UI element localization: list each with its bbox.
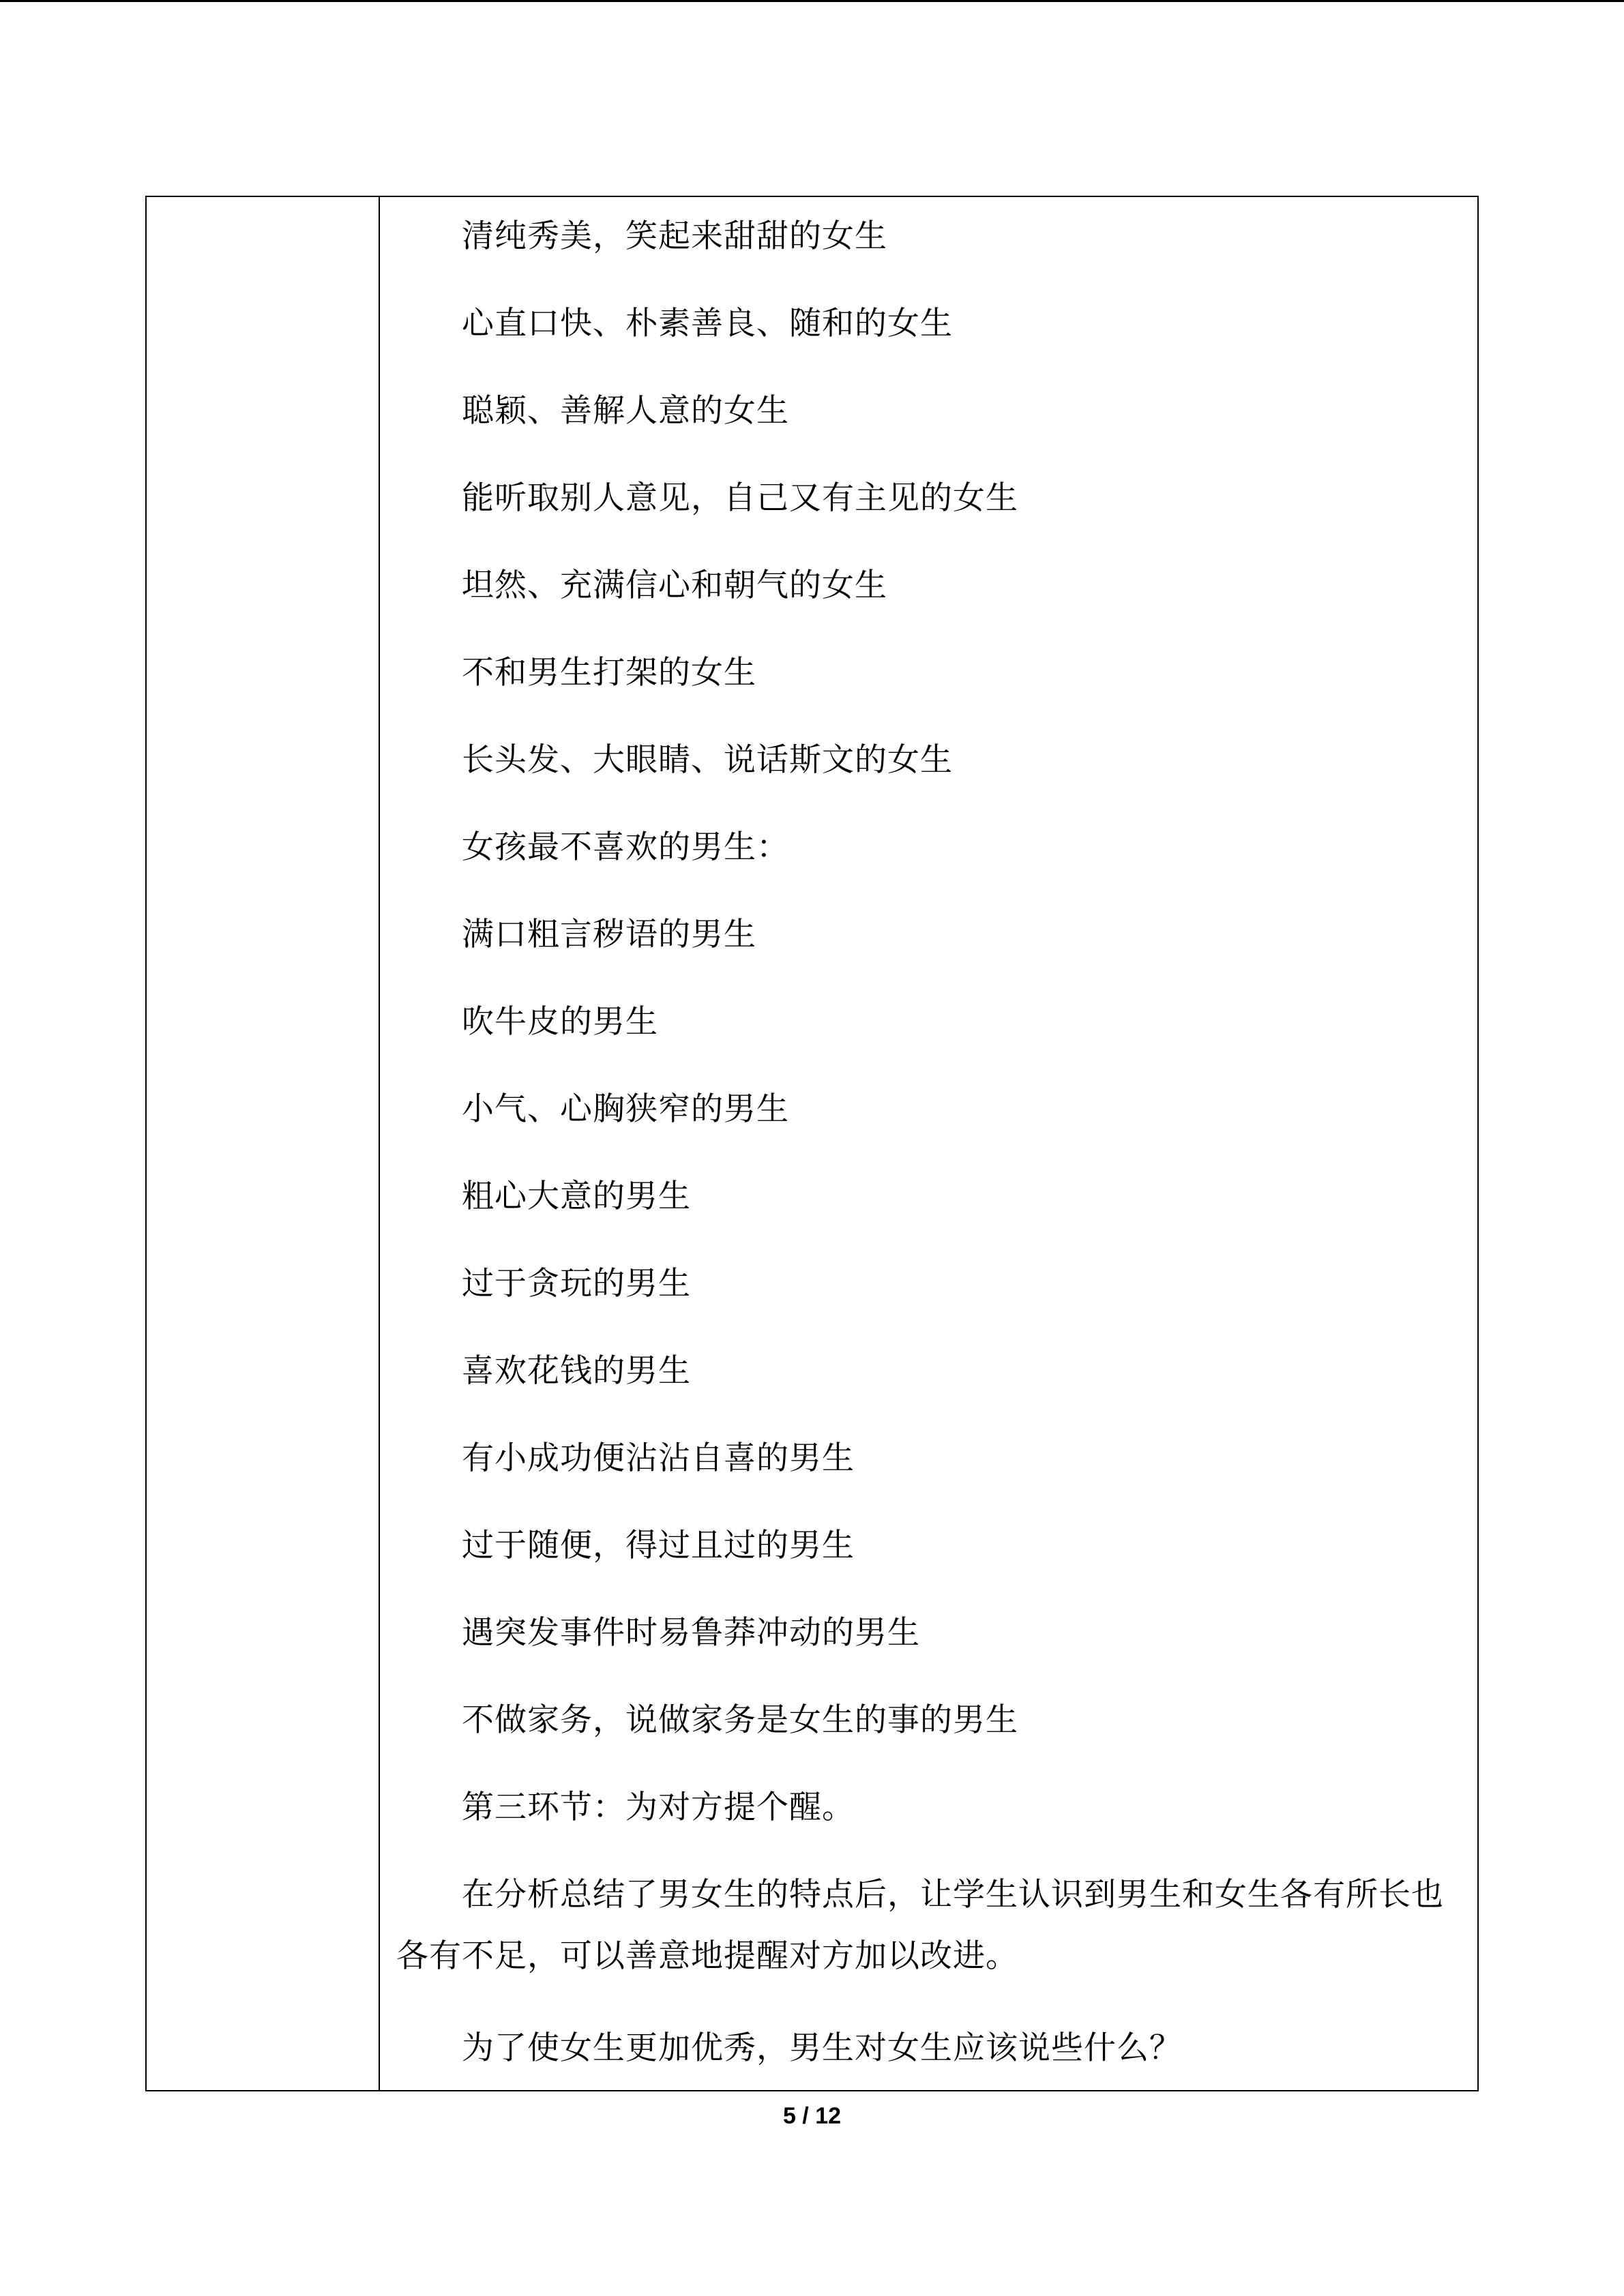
text-line: 清纯秀美，笑起来甜甜的女生 (462, 218, 887, 255)
paragraph (396, 1875, 1488, 1977)
text-line: 有小成功便沾沾自喜的男生 (462, 1440, 855, 1477)
text-line: 聪颖、善解人意的女生 (462, 392, 789, 430)
paragraph-line: 在分析总结了男女生的特点后，让学生认识到男生和女生各有所长也 (462, 1876, 1444, 1913)
section-heading: 第三环节：为对方提个醒。 (462, 1789, 855, 1826)
top-border-line (0, 0, 1624, 2)
text-line: 过于随便，得过且过的男生 (462, 1527, 855, 1564)
text-line: 不做家务，说做家务是女生的事的男生 (462, 1701, 1018, 1739)
text-line: 喜欢花钱的男生 (462, 1352, 691, 1390)
question-line: 为了使女生更加优秀，男生对女生应该说些什么？ (462, 2029, 1182, 2067)
text-line: 小气、心胸狭窄的男生 (462, 1090, 789, 1128)
text-line: 过于贪玩的男生 (462, 1265, 691, 1302)
text-line: 坦然、充满信心和朝气的女生 (462, 567, 887, 604)
text-line: 长头发、大眼睛、说话斯文的女生 (462, 741, 953, 779)
content-table (145, 196, 1479, 2091)
text-line: 粗心大意的男生 (462, 1178, 691, 1215)
text-line: 满口粗言秽语的男生 (462, 916, 756, 953)
page-number: 5 / 12 (782, 2103, 842, 2129)
paragraph-line: 各有不足，可以善意地提醒对方加以改进。 (396, 1937, 1018, 1975)
text-line: 能听取别人意见，自己又有主见的女生 (462, 479, 1018, 517)
table-left-cell (147, 197, 380, 2090)
text-line: 吹牛皮的男生 (462, 1003, 658, 1041)
text-line: 心直口快、朴素善良、随和的女生 (462, 305, 953, 342)
text-line: 遇突发事件时易鲁莽冲动的男生 (462, 1614, 920, 1652)
table-right-cell (380, 197, 1477, 2090)
text-line: 不和男生打架的女生 (462, 654, 756, 691)
text-line: 女孩最不喜欢的男生： (462, 829, 789, 866)
